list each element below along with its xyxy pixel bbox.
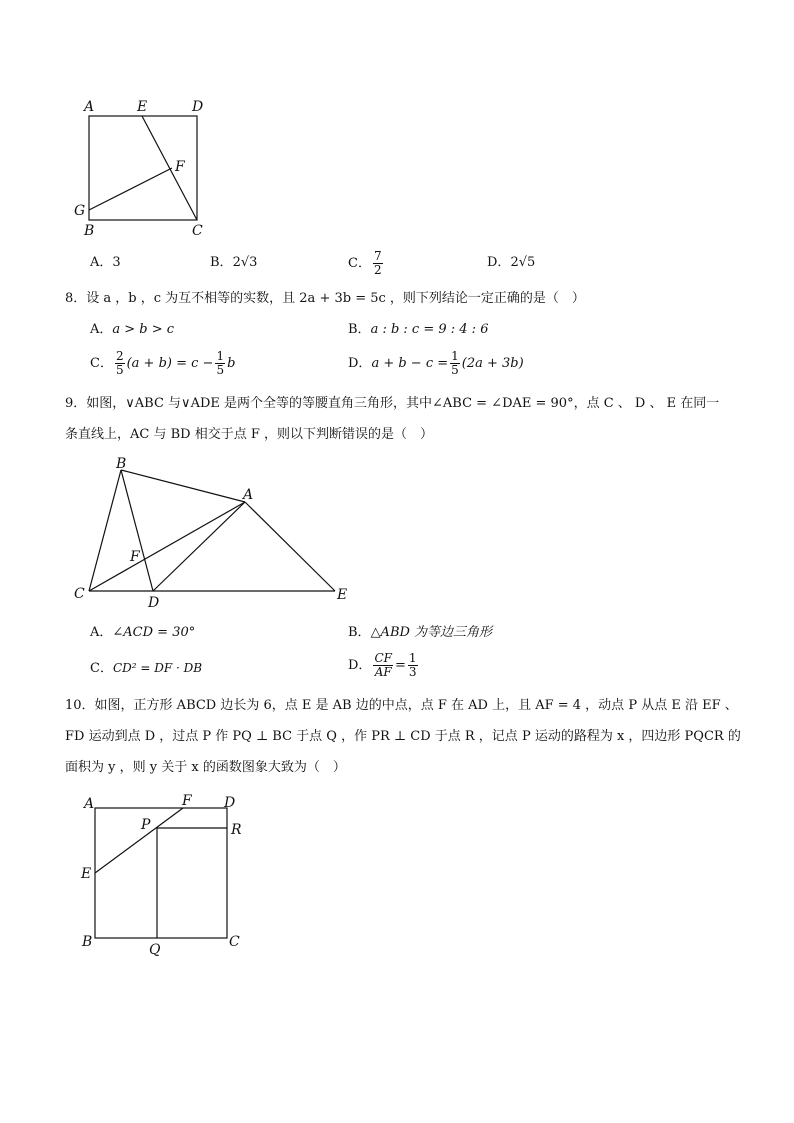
q7-option-c-numerator: 7 [373,249,382,263]
q8-option-c-fraction-1-den: 5 [115,363,124,377]
q9-option-b-letter: B． [348,625,371,640]
label-d: D [224,795,236,811]
q8-option-d-end: (2a + 3b) [461,355,524,371]
q8-option-d-fraction-num: 1 [451,349,459,363]
label-d: D [148,595,160,611]
q7-option-c-denominator: 2 [373,263,382,277]
label-c: C [74,586,85,602]
q8-option-a-letter: A． [90,322,113,337]
q7-option-b-letter: B． [210,255,233,270]
segment-ef [95,808,183,873]
q8-option-d-fraction-den: 5 [451,363,459,377]
q7-option-a-letter: A． [90,255,113,270]
label-b: B [82,934,93,950]
q8-option-c-letter: C． [90,355,113,371]
label-e: E [137,99,148,115]
q8-option-c-fraction-2-num: 1 [216,349,225,363]
q9-option-d-fraction-1-num: CF [374,651,392,665]
label-a: A [243,487,254,503]
q9-option-c-expr: CD² = DF · DB [112,661,203,675]
label-a: A [84,99,95,115]
label-f: F [130,549,140,565]
q10-stem-line3: 面积为 y ，则 y 关于 x 的函数图象大致为（ ） [65,760,346,775]
q9-option-d-fraction-1-den: AF [374,665,392,679]
q7-option-a-value: 3 [112,255,121,270]
q9-option-d-letter: D． [348,657,372,673]
q7-option-d-value: 2√5 [510,255,536,270]
q8-option-a-expr: a > b > c [112,322,175,337]
q9-stem-line1: 9．如图，∨ABC 与∨ADE 是两个全等的等腰直角三角形，其中∠ABC = ∠DAE = 90°，点 C 、 D 、 E 在同一 [65,396,720,411]
q8-option-c-mid: (a + b) = c − [126,355,214,371]
q9-option-b-expr: △ABD 为等边三角形 [370,625,493,640]
q8-option-d-letter: D． [348,355,372,371]
label-f: F [175,159,185,175]
label-b: B [116,456,127,472]
q9-option-d-fraction-2-num: 1 [408,651,417,665]
label-p: P [141,817,151,833]
q8-option-b-letter: B． [348,322,371,337]
q8-option-d-start: a + b − c = [371,355,449,371]
q8-option-c-end: b [227,355,236,371]
label-b: B [84,223,95,239]
label-a: A [84,796,95,812]
label-d: D [192,99,204,115]
label-f: F [182,793,192,809]
q9-option-a-expr: ∠ACD = 30° [112,625,196,640]
q8-stem: 8．设 a ，b ，c 为互不相等的实数，且 2a + 3b = 5c ，则下列结论一定正确的是（ ） [65,291,585,306]
label-q: Q [149,942,161,958]
q10-stem-line2: FD 运动到点 D ，过点 P 作 PQ ⊥ BC 于点 Q ，作 PR ⊥ CD 于点 R ，记点 P 运动的路程为 x ，四边形 PQCR 的 [65,729,741,744]
q7-option-c-letter: C． [348,255,371,271]
q9-stem-line2: 条直线上，AC 与 BD 相交于点 F ，则以下判断错误的是（ ） [65,427,433,442]
label-e: E [81,866,92,882]
label-e: E [337,587,348,603]
q9-option-c-letter: C． [90,661,113,676]
q9-option-d-equals: = [394,657,406,673]
q8-option-c-fraction-1-num: 2 [115,349,124,363]
q7-option-d-letter: D． [487,255,511,270]
q8-option-c-fraction-2-den: 5 [216,363,225,377]
q9-option-a-letter: A． [90,625,113,640]
label-g: G [74,203,86,219]
q8-option-b-expr: a : b : c = 9 : 4 : 6 [370,322,489,337]
label-c: C [229,934,240,950]
q9-option-d-fraction-2-den: 3 [408,665,417,679]
q7-option-b-value: 2√3 [232,255,258,270]
label-c: C [192,223,203,239]
q10-stem-line1: 10．如图，正方形 ABCD 边长为 6，点 E 是 AB 边的中点，点 F 在 AD 上，且 AF = 4 ，动点 P 从点 E 沿 EF 、 [65,698,738,713]
label-r: R [231,822,242,838]
